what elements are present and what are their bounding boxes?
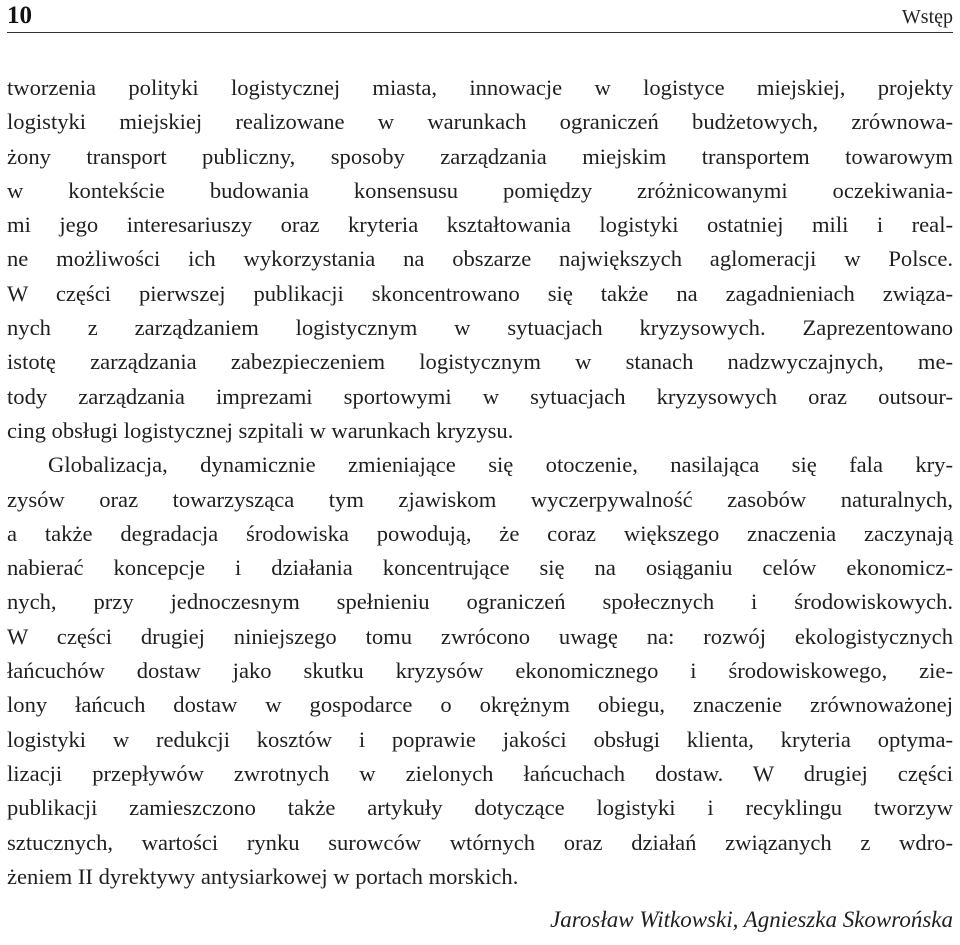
text-line: tworzenia polityki logistycznej miasta, innowacje w logistyce miejskiej, projekty: [7, 75, 953, 100]
author-signature: Jarosław Witkowski, Agnieszka Skowrońska: [550, 907, 953, 932]
text-line: nych z zarządzaniem logistycznym w sytuacjach kryzysowych. Zaprezentowano: [7, 315, 953, 341]
text-line: nych, przy jednoczesnym spełnieniu ograniczeń społecznych i środowiskowych.: [7, 589, 953, 615]
text-line: ne możliwości ich wykorzystania na obszarze największych aglomeracji w Polsce.: [7, 246, 953, 272]
page-header: [7, 0, 953, 33]
text-line: logistyki w redukcji kosztów i poprawie jakości obsługi klienta, kryteria optyma-: [7, 726, 953, 752]
body-text: [7, 71, 953, 894]
text-line: żony transport publiczny, sposoby zarządzania miejskim transportem towarowym: [7, 143, 953, 169]
text-line: lony łańcuch dostaw w gospodarce o okrężnym obiegu, znaczenie zrównoważonej: [7, 692, 953, 718]
text-line: publikacji zamieszczono także artykuły dotyczące logistyki i recyklingu tworzyw: [7, 795, 953, 821]
text-line: Globalizacja, dynamicznie zmieniające się otoczenie, nasilająca się fala kry-: [48, 452, 953, 478]
text-line: lizacji przepływów zwrotnych w zielonych łańcuchach dostaw. W drugiej części: [7, 760, 953, 786]
text-line: W części pierwszej publikacji skoncentrowano się także na zagadnieniach związa-: [7, 280, 953, 306]
running-head: Wstęp: [901, 6, 953, 28]
text-line: zysów oraz towarzysząca tym zjawiskom wyczerpywalność zasobów naturalnych,: [7, 486, 953, 512]
page-number: 10: [7, 2, 32, 29]
text-line: cing obsługi logistycznej szpitali w warunkach kryzysu.: [7, 417, 514, 443]
text-line: logistyki miejskiej realizowane w warunkach ograniczeń budżetowych, zrównowa-: [7, 109, 953, 135]
paragraph-1: [7, 71, 953, 448]
text-line: w kontekście budowania konsensusu pomiędzy zróżnicowanymi oczekiwania-: [7, 177, 953, 203]
text-line: istotę zarządzania zabezpieczeniem logistycznym w stanach nadzwyczajnych, me-: [7, 349, 953, 375]
text-line: żeniem II dyrektywy antysiarkowej w portach morskich.: [7, 863, 519, 889]
text-line: mi jego interesariuszy oraz kryteria kształtowania logistyki ostatniej mili i real-: [7, 212, 953, 238]
text-line: W części drugiej niniejszego tomu zwrócono uwagę na: rozwój ekologistycznych: [7, 623, 953, 649]
text-line: tody zarządzania imprezami sportowymi w sytuacjach kryzysowych oraz outsour-: [7, 383, 953, 409]
text-line: łańcuchów dostaw jako skutku kryzysów ekonomicznego i środowiskowego, zie-: [7, 658, 953, 684]
text-line: sztucznych, wartości rynku surowców wtórnych oraz działań związanych z wdro-: [7, 829, 953, 855]
paragraph-2: [7, 448, 953, 894]
text-line: nabierać koncepcje i działania koncentrujące się na osiąganiu celów ekonomicz-: [7, 555, 953, 581]
text-line: a także degradacja środowiska powodują, że coraz większego znaczenia zaczynają: [7, 520, 953, 546]
